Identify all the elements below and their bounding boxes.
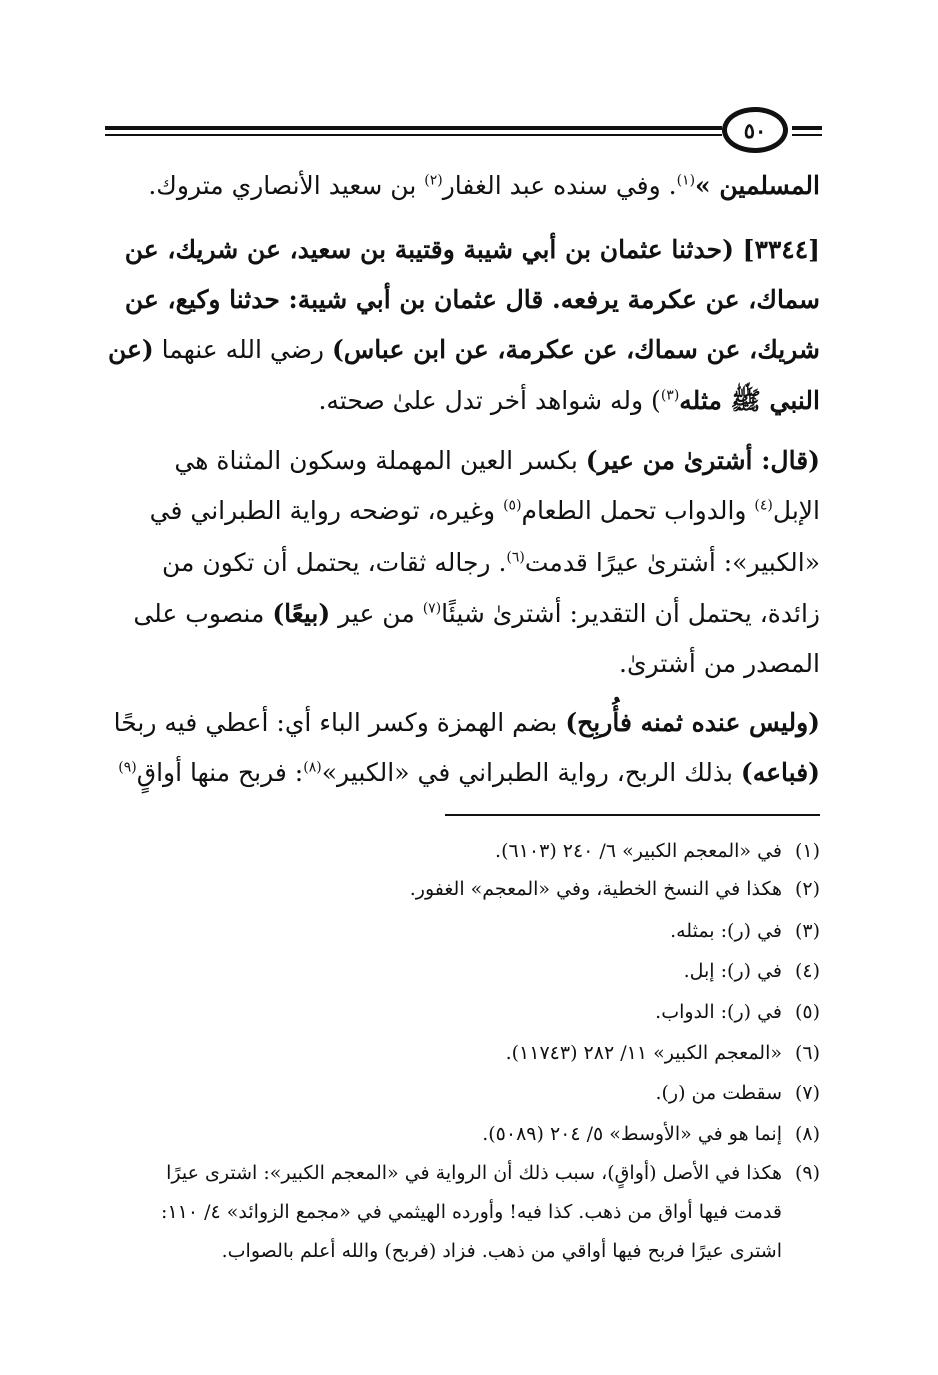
text: : فربح منها أواقٍ (136, 758, 304, 787)
page-number (722, 107, 788, 153)
header-rule-thick (105, 126, 722, 130)
bold-text: (بيعًا) (272, 599, 331, 628)
text: بكسر العين المهملة وسكون المثناة هي (174, 446, 586, 475)
body-line-9 (104, 596, 820, 632)
text: بذلك الربح، رواية الطبراني في «الكبير» (321, 758, 741, 787)
footnote-number: (٥) (794, 1001, 820, 1023)
footnote-text: «المعجم الكبير» ١١/ ٢٨٢ (١١٧٤٣). (505, 1042, 782, 1064)
body-line-3: سماك، عن عكرمة يرفعه. قال عثمان بن أبي شيبة: حدثنا وكيع، عن (124, 285, 820, 314)
body-line-8 (104, 545, 820, 581)
text: الإبل (772, 496, 820, 525)
footnote-text: سقطت من (ر). (655, 1082, 782, 1104)
bold-text: (فباعه) (740, 758, 820, 787)
footnote-ref: (٦) (506, 549, 525, 566)
footnote-9 (100, 1160, 820, 1186)
footnote-6 (100, 1040, 820, 1066)
bold-text: (عن (107, 335, 154, 364)
text: والدواب تحمل الطعام (521, 496, 755, 525)
text: زائدة، يحتمل أن التقدير: أشترىٰ شيئًا (441, 599, 820, 628)
body-line-6 (104, 443, 820, 479)
footnote-ref: (٨) (303, 759, 322, 776)
text: بضم الهمزة وكسر الباء أي: أعطي فيه ربحًا (113, 708, 566, 737)
footnote-7 (100, 1080, 820, 1106)
footnote-ref: (٤) (754, 497, 773, 514)
footnote-5 (100, 999, 820, 1025)
footnote-text: في (ر): إبل. (683, 960, 782, 982)
text: رضي الله عنهما (153, 335, 332, 364)
page-number-text: ٥٠ (743, 117, 767, 143)
body-line-12 (104, 755, 820, 791)
bold-text: المسلمين » (695, 171, 820, 200)
text: بن سعيد الأنصاري متروك. (148, 171, 425, 200)
footnote-2 (100, 876, 820, 902)
footnote-number: (٩) (794, 1162, 820, 1184)
footnote-text: في (ر): بمثله. (670, 920, 782, 942)
footnote-text: إنما هو في «الأوسط» ٥/ ٢٠٤ (٥٠٨٩). (482, 1123, 782, 1145)
bold-text: شريك، عن سماك، عن عكرمة، عن ابن عباس) (331, 335, 820, 364)
footnote-number: (٦) (794, 1042, 820, 1064)
footnote-1 (100, 838, 820, 864)
footnote-number: (٢) (794, 878, 820, 900)
footnote-text: في «المعجم الكبير» ٦/ ٢٤٠ (٦١٠٣). (495, 840, 782, 862)
body-line-10: المصدر من أشترىٰ. (619, 649, 820, 678)
footnote-ref: (٩) (118, 759, 137, 776)
footnote-text: هكذا في الأصل (أواقٍ)، سبب ذلك أن الرواية في «المعجم الكبير»: اشترى عيرًا (166, 1162, 782, 1184)
footnote-number: (٨) (794, 1123, 820, 1145)
text: «الكبير»: أشترىٰ عيرًا قدمت (524, 548, 820, 577)
footnote-ref: (٣) (660, 387, 680, 404)
footnote-4 (100, 958, 820, 984)
text: من عير (330, 599, 423, 628)
footnote-3 (100, 918, 820, 944)
text: . رجاله ثقات، يحتمل أن تكون من (161, 548, 507, 577)
header-rule-thin (105, 134, 722, 136)
body-line-1 (104, 168, 820, 204)
text: وغيره، توضحه رواية الطبراني في (149, 496, 504, 525)
text: . وفي سنده عبد الغفار (442, 171, 677, 200)
body-line-4 (104, 332, 820, 368)
body-line-7 (104, 493, 820, 529)
header-rule-thin-right (792, 134, 822, 136)
footnote-divider (445, 814, 820, 816)
text: ) وله شواهد أخر تدل علىٰ صحته. (318, 386, 661, 415)
body-line-5 (104, 383, 820, 419)
footnote-text: هكذا في النسخ الخطية، وفي «المعجم» الغفور. (409, 878, 782, 900)
bold-text: (وليس عنده ثمنه فأُربِح) (565, 708, 820, 737)
footnote-number: (١) (794, 840, 820, 862)
footnote-number: (٣) (794, 920, 820, 942)
footnote-ref: (١) (676, 172, 696, 189)
bold-text: النبي ﷺ مثله (679, 386, 820, 415)
text: منصوب على (133, 599, 273, 628)
footnote-ref: (٢) (424, 172, 443, 189)
body-line-11 (104, 705, 820, 741)
body-line-2: [٣٣٤٤] (حدثنا عثمان بن أبي شيبة وقتيبة بن سعيد، عن شريك، عن (124, 235, 820, 264)
footnote-8 (100, 1121, 820, 1147)
footnote-ref: (٥) (503, 497, 522, 514)
footnote-9-cont-1: قدمت فيها أواق من ذهب. كذا فيه! وأورده الهيثمي في «مجمع الزوائد» ٤/ ١١٠: (161, 1201, 782, 1223)
footnote-number: (٤) (794, 960, 820, 982)
footnote-ref: (٧) (422, 600, 442, 617)
footnote-number: (٧) (794, 1082, 820, 1104)
footnote-9-cont-2: اشترى عيرًا فربح فيها أواقي من ذهب. فزاد (فربح) والله أعلم بالصواب. (221, 1240, 782, 1262)
header-rule-thick-right (792, 126, 822, 130)
bold-text: (قال: أشترىٰ من عير) (585, 446, 820, 475)
footnote-text: في (ر): الدواب. (655, 1001, 782, 1023)
